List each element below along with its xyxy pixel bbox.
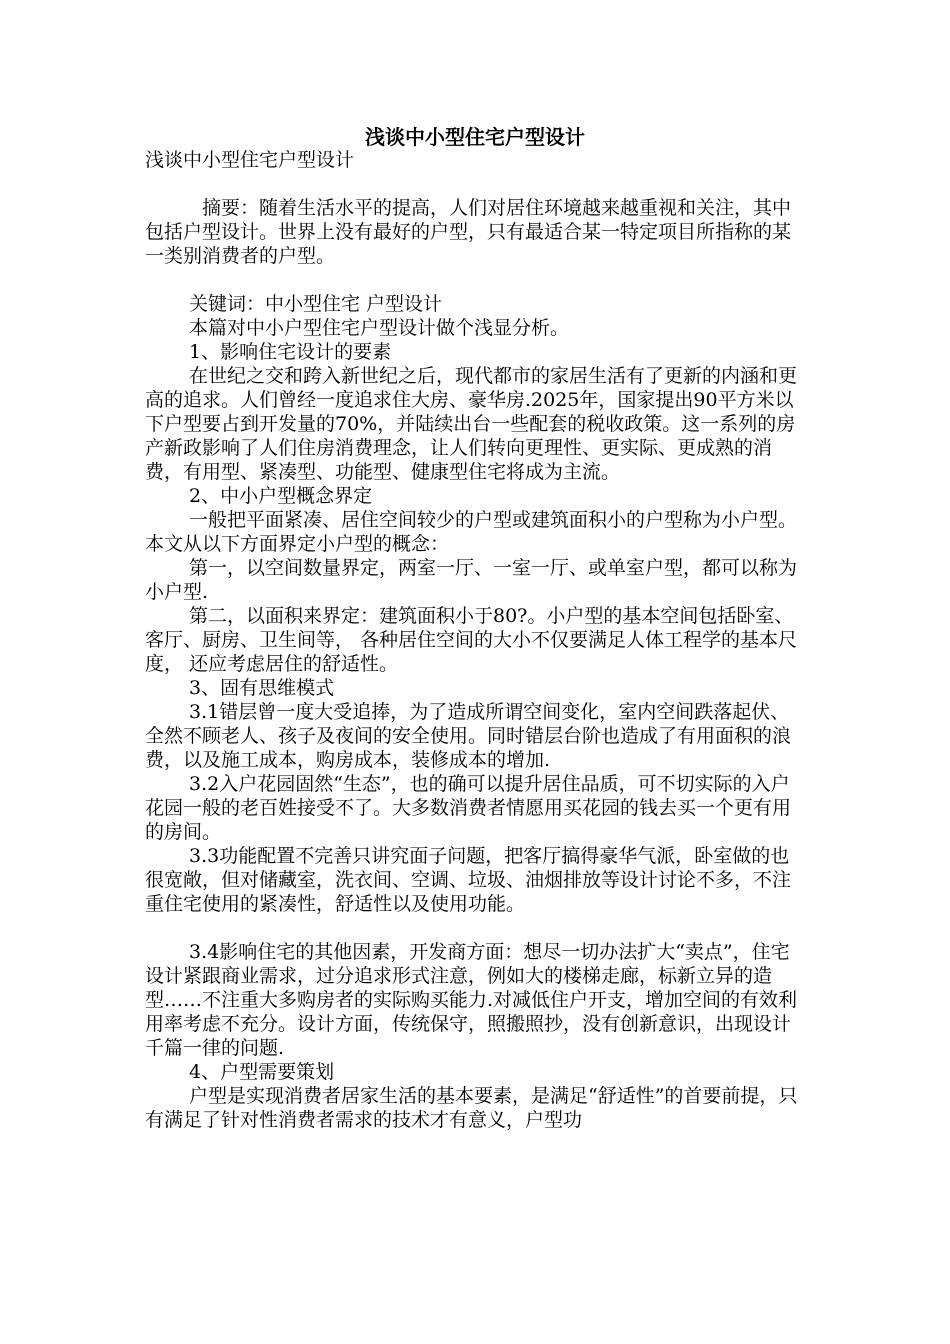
section-heading-3: 3、固有思维模式 <box>189 677 335 699</box>
section-heading-4: 4、户型需要策划 <box>189 1061 335 1083</box>
section-heading-1: 1、影响住宅设计的要素 <box>189 341 392 363</box>
abstract-paragraph: 摘要：随着生活水平的提高，人们对居住环境越来越重视和关注，其中包括户型设计。世界上没有最好的户型，只有最适合某一特定项目所指称的某一类别消费者的户型。 <box>145 197 792 267</box>
body-paragraph: 在世纪之交和跨入新世纪之后，现代都市的家居生活有了更新的内涵和更高的追求。人们曾经一度追求住大房、豪华房.2025年，国家提出90平方米以下户型要占到开发量的70%，并陆续出台一些配套的税收政策。这一系列的房产新政影响了人们住房消费理念，让人们转向更理性、更实际、更成熟的消费，有用型、紧凑型、功能型、健康型住宅将成为主流。 <box>145 365 798 483</box>
spacer <box>145 916 805 940</box>
spacer <box>145 172 805 196</box>
document-subtitle: 浅谈中小型住宅户型设计 <box>145 149 355 171</box>
body-paragraph: 3.4影响住宅的其他因素，开发商方面：想尽一切办法扩大“卖点”，住宅设计紧跟商业需求，过分追求形式注意，例如大的楼梯走廊，标新立异的造型……不注重大多购房者的实际购买能力.对减低住户开支，增加空间的有效利用率考虑不充分。设计方面，传统保守，照搬照抄，没有创新意识，出现设计千篇一律的问题. <box>145 941 798 1059</box>
body-paragraph: 第二，以面积来界定：建筑面积小于80?。小户型的基本空间包括卧室、客厅、厨房、卫生间等， 各种居住空间的大小不仅要满足人体工程学的基本尺度， 还应考虑居住的舒适性。 <box>145 605 798 675</box>
body-paragraph: 户型是实现消费者居家生活的基本要素，是满足“舒适性”的首要前提，只有满足了针对性消费者需求的技术才有意义，户型功 <box>145 1085 798 1131</box>
body-paragraph: 3.2入户花园固然“生态”，也的确可以提升居住品质，可不切实际的入户花园一般的老百姓接受不了。大多数消费者情愿用买花园的钱去买一个更有用的房间。 <box>145 773 792 843</box>
document-body <box>145 148 805 1132</box>
body-paragraph: 第一，以空间数量界定，两室一厅、一室一厅、或单室户型，都可以称为小户型. <box>145 557 798 603</box>
intro-paragraph: 本篇对中小户型住宅户型设计做个浅显分析。 <box>189 317 570 339</box>
body-paragraph: 一般把平面紧凑、居住空间较少的户型或建筑面积小的户型称为小户型。本文从以下方面界定小户型的概念： <box>145 509 798 555</box>
body-paragraph: 3.1错层曾一度大受追捧，为了造成所谓空间变化，室内空间跌落起伏、全然不顾老人、孩子及夜间的安全使用。同时错层台阶也造成了有用面积的浪费，以及施工成本，购房成本，装修成本的增加. <box>145 701 792 771</box>
keywords-line: 关键词：中小型住宅 户型设计 <box>189 293 443 315</box>
body-paragraph: 3.3功能配置不完善只讲究面子问题，把客厅搞得豪华气派，卧室做的也很宽敞，但对储藏室，洗衣间、空调、垃圾、油烟排放等设计讨论不多，不注重住宅使用的紧凑性，舒适性以及使用功能。 <box>145 845 792 915</box>
spacer <box>145 268 805 292</box>
document-title: 浅谈中小型住宅户型设计 <box>365 125 585 149</box>
section-heading-2: 2、中小户型概念界定 <box>189 485 373 507</box>
